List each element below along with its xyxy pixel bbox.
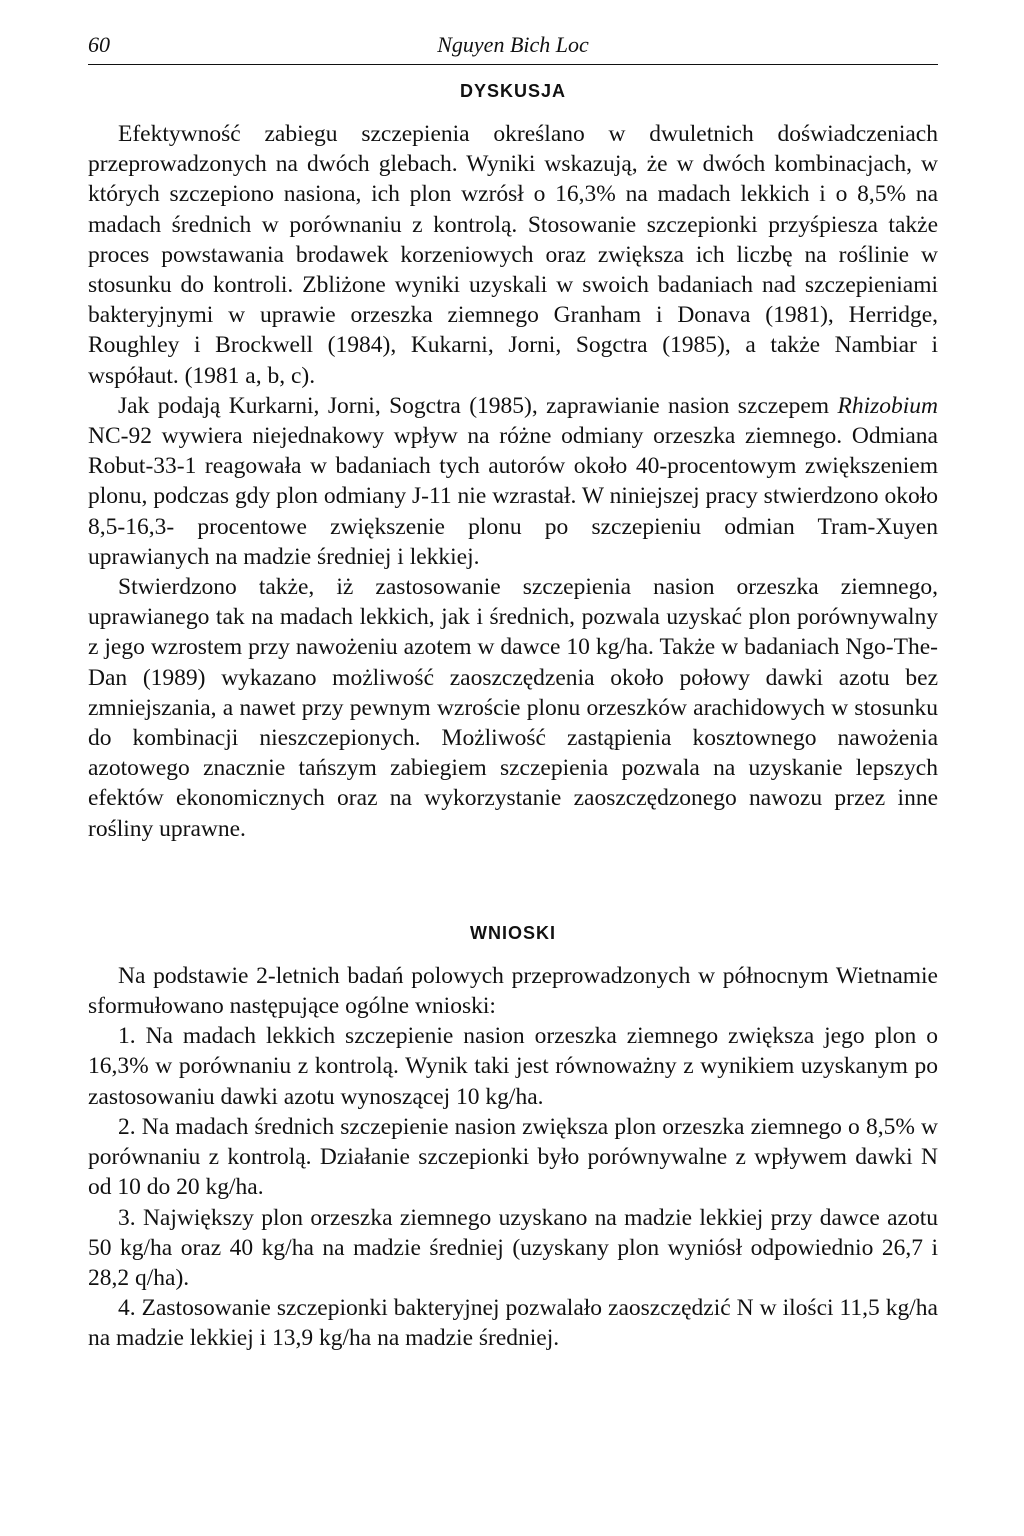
discussion-paragraph-2-start: Jak podają Kurkarni, Jorni, Sogctra (1985), zaprawianie nasion szczepem xyxy=(118,392,838,419)
conclusions-intro: Na podstawie 2-letnich badań polowych przeprowadzonych w północnym Wietnamie sformułowano następujące ogólne wnioski: xyxy=(88,962,938,1020)
section-heading-conclusions: WNIOSKI xyxy=(470,922,556,943)
page-number: 60 xyxy=(88,32,110,57)
conclusions-body xyxy=(88,961,938,1354)
document-page xyxy=(88,26,938,1354)
discussion-paragraph-1: Efektywność zabiegu szczepienia określano w dwuletnich doświadczeniach przeprowadzonych na dwóch glebach. Wyniki wskazują, że w dwóch kombinacjach, w których szczepiono nasiona, ich plon wzrósł o 16,3% na madach lekkich i o 8,5% na madach średnich w porównaniu z kontrolą. Stosowanie szczepionki przyśpiesza także proces powstawania brodawek korzeniowych oraz zwiększa ich liczbę na roślinie w stosunku do kontroli. Zbliżone wyniki uzyskali w swoich badaniach nad szczepieniami bakteryjnymi w uprawie orzeszka ziemnego Granham i Donava (1981), Herridge, Roughley i Brockwell (1984), Kukarni, Jorni, Sogctra (1985), a także Nambiar i współaut. (1981 a, b, c). xyxy=(88,121,938,389)
conclusion-item-3: 3. Największy plon orzeszka ziemnego uzyskano na madzie lekkiej przy dawce azotu 50 kg/ha oraz 40 kg/ha na madzie średniej (uzyskany plon wyniósł odpowiednio 26,7 i 28,2 q/ha). xyxy=(88,1204,938,1291)
discussion-paragraph-2 xyxy=(88,391,938,572)
genus-name-italic: Rhizobium xyxy=(837,392,938,419)
running-header xyxy=(88,26,938,65)
section-heading-discussion: DYSKUSJA xyxy=(459,81,567,101)
discussion-body xyxy=(88,119,938,844)
discussion-paragraph-3: Stwierdzono także, iż zastosowanie szczepienia nasion orzeszka ziemnego, uprawianego tak na madach lekkich, jak i średnich, pozwala uzyskać plon porównywalny z jego wzrostem przy nawożeniu azotem w dawce 10 kg/ha. Także w badaniach Ngo-The-Dan (1989) wykazano możliwość zaoszczędzenia około połowy dawki azotu bez zmniejszania, a nawet przy pewnym wzroście plonu orzeszków arachidowych w stosunku do kombinacji nieszczepionych. Możliwość zastąpienia kosztownego nawożenia azotowego znacznie tańszym zabiegiem szczepienia pozwala na uzyskanie lepszych efektów ekonomicznych oraz na wykorzystanie zaoszczędzonego nawozu przez inne rośliny uprawne. xyxy=(88,574,938,842)
conclusion-item-4: 4. Zastosowanie szczepionki bakteryjnej pozwalało zaoszczędzić N w ilości 11,5 kg/ha na madzie lekkiej i 13,9 kg/ha na madzie średniej. xyxy=(88,1295,938,1352)
running-head-author: Nguyen Bich Loc xyxy=(437,32,589,57)
conclusion-item-1: 1. Na madach lekkich szczepienie nasion orzeszka ziemnego zwiększa jego plon o 16,3% w porównaniu z kontrolą. Wynik taki jest równoważny z wynikiem uzyskanym po zastosowaniu dawki azotu wynoszącej 10 kg/ha. xyxy=(88,1023,938,1110)
conclusion-item-2: 2. Na madach średnich szczepienie nasion zwiększa plon orzeszka ziemnego o 8,5% w porównaniu z kontrolą. Działanie szczepionki było porównywalne z wpływem dawki N od 10 do 20 kg/ha. xyxy=(88,1113,938,1201)
discussion-paragraph-2-rest: NC-92 wywiera niejednakowy wpływ na różne odmiany orzeszka ziemnego. Odmiana Robut-33-1 reagowała w badaniach tych autorów około 40-procentowym zwiększeniem plonu, podczas gdy plon odmiany J-11 nie wzrastał. W niniejszej pracy stwierdzono około 8,5-16,3- procentowe zwiększenie plonu po szczepieniu odmian Tram-Xuyen uprawianych na madzie średniej i lekkiej. xyxy=(88,423,938,570)
